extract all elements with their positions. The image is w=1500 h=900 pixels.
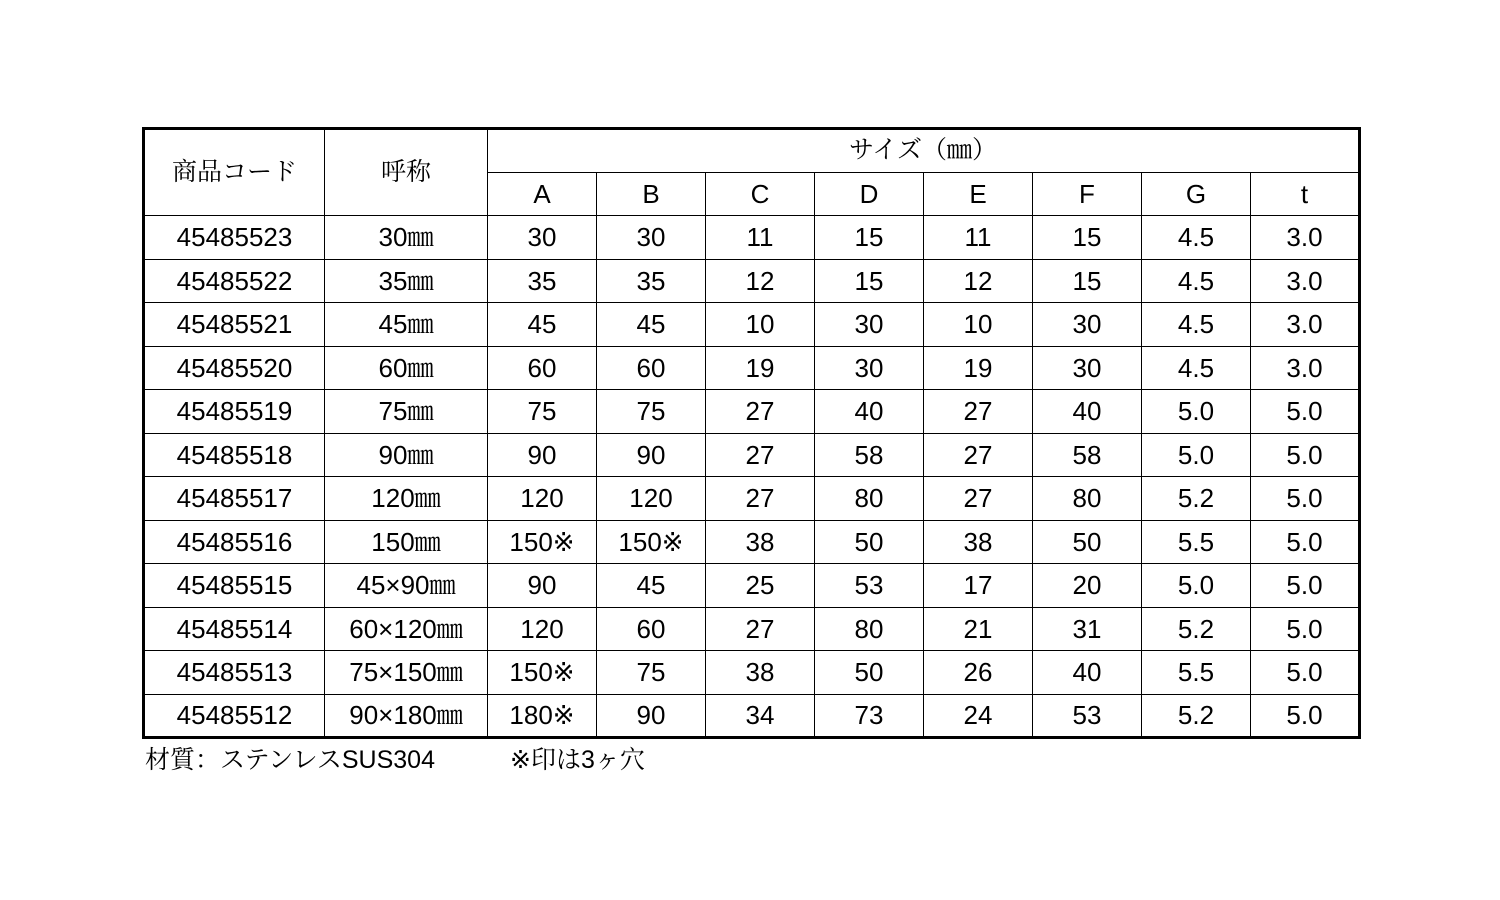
cell-size-g: 4.5 xyxy=(1142,259,1251,303)
cell-size-c: 25 xyxy=(706,564,815,608)
cell-nominal: 35㎜ xyxy=(325,259,488,303)
cell-size-f: 31 xyxy=(1033,607,1142,651)
cell-size-f: 15 xyxy=(1033,216,1142,260)
table-row xyxy=(144,390,1360,434)
cell-size-d: 50 xyxy=(815,651,924,695)
cell-size-a: 180※ xyxy=(488,694,597,738)
cell-size-e: 27 xyxy=(924,390,1033,434)
cell-size-f: 53 xyxy=(1033,694,1142,738)
cell-size-t: 5.0 xyxy=(1251,607,1360,651)
cell-size-c: 34 xyxy=(706,694,815,738)
cell-size-a: 120 xyxy=(488,477,597,521)
cell-size-f: 30 xyxy=(1033,303,1142,347)
table-header xyxy=(144,129,1360,216)
cell-size-g: 5.0 xyxy=(1142,390,1251,434)
cell-size-f: 15 xyxy=(1033,259,1142,303)
table-row xyxy=(144,477,1360,521)
cell-size-e: 17 xyxy=(924,564,1033,608)
cell-size-e: 27 xyxy=(924,477,1033,521)
header-col-b: B xyxy=(597,172,706,216)
header-col-a: A xyxy=(488,172,597,216)
cell-size-t: 3.0 xyxy=(1251,259,1360,303)
cell-size-b: 60 xyxy=(597,346,706,390)
table-row xyxy=(144,303,1360,347)
cell-size-a: 120 xyxy=(488,607,597,651)
cell-nominal: 90㎜ xyxy=(325,433,488,477)
cell-size-b: 90 xyxy=(597,694,706,738)
cell-code: 45485516 xyxy=(144,520,325,564)
cell-size-t: 5.0 xyxy=(1251,694,1360,738)
cell-size-a: 90 xyxy=(488,433,597,477)
cell-size-t: 5.0 xyxy=(1251,520,1360,564)
cell-size-t: 3.0 xyxy=(1251,216,1360,260)
cell-size-d: 30 xyxy=(815,346,924,390)
cell-code: 45485518 xyxy=(144,433,325,477)
header-col-t: t xyxy=(1251,172,1360,216)
cell-size-d: 80 xyxy=(815,477,924,521)
cell-size-b: 120 xyxy=(597,477,706,521)
cell-size-c: 11 xyxy=(706,216,815,260)
cell-size-c: 10 xyxy=(706,303,815,347)
cell-nominal: 75㎜ xyxy=(325,390,488,434)
cell-size-d: 80 xyxy=(815,607,924,651)
cell-size-d: 73 xyxy=(815,694,924,738)
cell-code: 45485514 xyxy=(144,607,325,651)
cell-size-g: 5.2 xyxy=(1142,477,1251,521)
header-row-1 xyxy=(144,129,1360,173)
cell-size-b: 90 xyxy=(597,433,706,477)
table-row xyxy=(144,259,1360,303)
header-code: 商品コード xyxy=(144,129,325,216)
header-col-e: E xyxy=(924,172,1033,216)
cell-size-a: 30 xyxy=(488,216,597,260)
cell-size-e: 26 xyxy=(924,651,1033,695)
cell-size-a: 45 xyxy=(488,303,597,347)
material-note: 材質：ステンレスSUS304 xyxy=(145,746,435,774)
cell-size-e: 10 xyxy=(924,303,1033,347)
spec-table xyxy=(142,127,1361,739)
cell-size-a: 35 xyxy=(488,259,597,303)
cell-nominal: 120㎜ xyxy=(325,477,488,521)
header-col-f: F xyxy=(1033,172,1142,216)
cell-size-e: 24 xyxy=(924,694,1033,738)
cell-size-d: 53 xyxy=(815,564,924,608)
cell-size-d: 58 xyxy=(815,433,924,477)
cell-size-f: 30 xyxy=(1033,346,1142,390)
cell-size-c: 12 xyxy=(706,259,815,303)
header-nominal: 呼称 xyxy=(325,129,488,216)
cell-size-t: 5.0 xyxy=(1251,390,1360,434)
hole-note: ※印は3ヶ穴 xyxy=(510,746,645,774)
cell-nominal: 30㎜ xyxy=(325,216,488,260)
cell-size-f: 50 xyxy=(1033,520,1142,564)
cell-size-g: 5.0 xyxy=(1142,433,1251,477)
cell-size-e: 38 xyxy=(924,520,1033,564)
cell-size-e: 11 xyxy=(924,216,1033,260)
cell-size-t: 5.0 xyxy=(1251,564,1360,608)
cell-code: 45485515 xyxy=(144,564,325,608)
cell-size-g: 5.5 xyxy=(1142,520,1251,564)
cell-size-t: 5.0 xyxy=(1251,651,1360,695)
cell-size-b: 35 xyxy=(597,259,706,303)
cell-size-a: 150※ xyxy=(488,520,597,564)
cell-size-c: 38 xyxy=(706,520,815,564)
cell-nominal: 60×120㎜ xyxy=(325,607,488,651)
header-col-g: G xyxy=(1142,172,1251,216)
table-row xyxy=(144,564,1360,608)
cell-code: 45485512 xyxy=(144,694,325,738)
cell-size-t: 3.0 xyxy=(1251,303,1360,347)
cell-size-d: 15 xyxy=(815,216,924,260)
table-row xyxy=(144,346,1360,390)
cell-size-g: 5.2 xyxy=(1142,694,1251,738)
table-row xyxy=(144,216,1360,260)
cell-size-a: 75 xyxy=(488,390,597,434)
cell-size-t: 5.0 xyxy=(1251,433,1360,477)
cell-size-d: 30 xyxy=(815,303,924,347)
table-row xyxy=(144,651,1360,695)
cell-size-b: 60 xyxy=(597,607,706,651)
cell-code: 45485520 xyxy=(144,346,325,390)
cell-size-b: 45 xyxy=(597,303,706,347)
table-row xyxy=(144,433,1360,477)
cell-code: 45485519 xyxy=(144,390,325,434)
cell-nominal: 45×90㎜ xyxy=(325,564,488,608)
cell-code: 45485517 xyxy=(144,477,325,521)
cell-code: 45485522 xyxy=(144,259,325,303)
cell-size-c: 38 xyxy=(706,651,815,695)
table-row xyxy=(144,520,1360,564)
cell-size-g: 4.5 xyxy=(1142,303,1251,347)
cell-size-c: 19 xyxy=(706,346,815,390)
cell-code: 45485523 xyxy=(144,216,325,260)
cell-size-d: 50 xyxy=(815,520,924,564)
cell-size-b: 45 xyxy=(597,564,706,608)
cell-size-c: 27 xyxy=(706,433,815,477)
cell-size-a: 150※ xyxy=(488,651,597,695)
cell-size-d: 15 xyxy=(815,259,924,303)
cell-size-g: 4.5 xyxy=(1142,216,1251,260)
cell-size-b: 75 xyxy=(597,390,706,434)
cell-size-b: 30 xyxy=(597,216,706,260)
cell-size-f: 40 xyxy=(1033,651,1142,695)
cell-code: 45485513 xyxy=(144,651,325,695)
cell-size-f: 58 xyxy=(1033,433,1142,477)
cell-size-e: 21 xyxy=(924,607,1033,651)
table-body xyxy=(144,216,1360,738)
header-size-group: サイズ（㎜） xyxy=(488,129,1360,173)
cell-size-g: 5.0 xyxy=(1142,564,1251,608)
cell-size-e: 27 xyxy=(924,433,1033,477)
cell-size-c: 27 xyxy=(706,607,815,651)
cell-size-d: 40 xyxy=(815,390,924,434)
header-col-c: C xyxy=(706,172,815,216)
cell-size-a: 60 xyxy=(488,346,597,390)
cell-size-c: 27 xyxy=(706,477,815,521)
cell-size-g: 5.2 xyxy=(1142,607,1251,651)
header-col-d: D xyxy=(815,172,924,216)
cell-size-g: 5.5 xyxy=(1142,651,1251,695)
cell-size-g: 4.5 xyxy=(1142,346,1251,390)
cell-size-t: 3.0 xyxy=(1251,346,1360,390)
cell-size-c: 27 xyxy=(706,390,815,434)
cell-code: 45485521 xyxy=(144,303,325,347)
cell-nominal: 90×180㎜ xyxy=(325,694,488,738)
cell-nominal: 45㎜ xyxy=(325,303,488,347)
cell-size-b: 150※ xyxy=(597,520,706,564)
cell-size-f: 20 xyxy=(1033,564,1142,608)
cell-size-a: 90 xyxy=(488,564,597,608)
cell-nominal: 60㎜ xyxy=(325,346,488,390)
cell-nominal: 75×150㎜ xyxy=(325,651,488,695)
cell-size-f: 80 xyxy=(1033,477,1142,521)
table-row xyxy=(144,607,1360,651)
cell-size-f: 40 xyxy=(1033,390,1142,434)
cell-size-e: 12 xyxy=(924,259,1033,303)
cell-size-t: 5.0 xyxy=(1251,477,1360,521)
cell-nominal: 150㎜ xyxy=(325,520,488,564)
cell-size-b: 75 xyxy=(597,651,706,695)
table-row xyxy=(144,694,1360,738)
cell-size-e: 19 xyxy=(924,346,1033,390)
